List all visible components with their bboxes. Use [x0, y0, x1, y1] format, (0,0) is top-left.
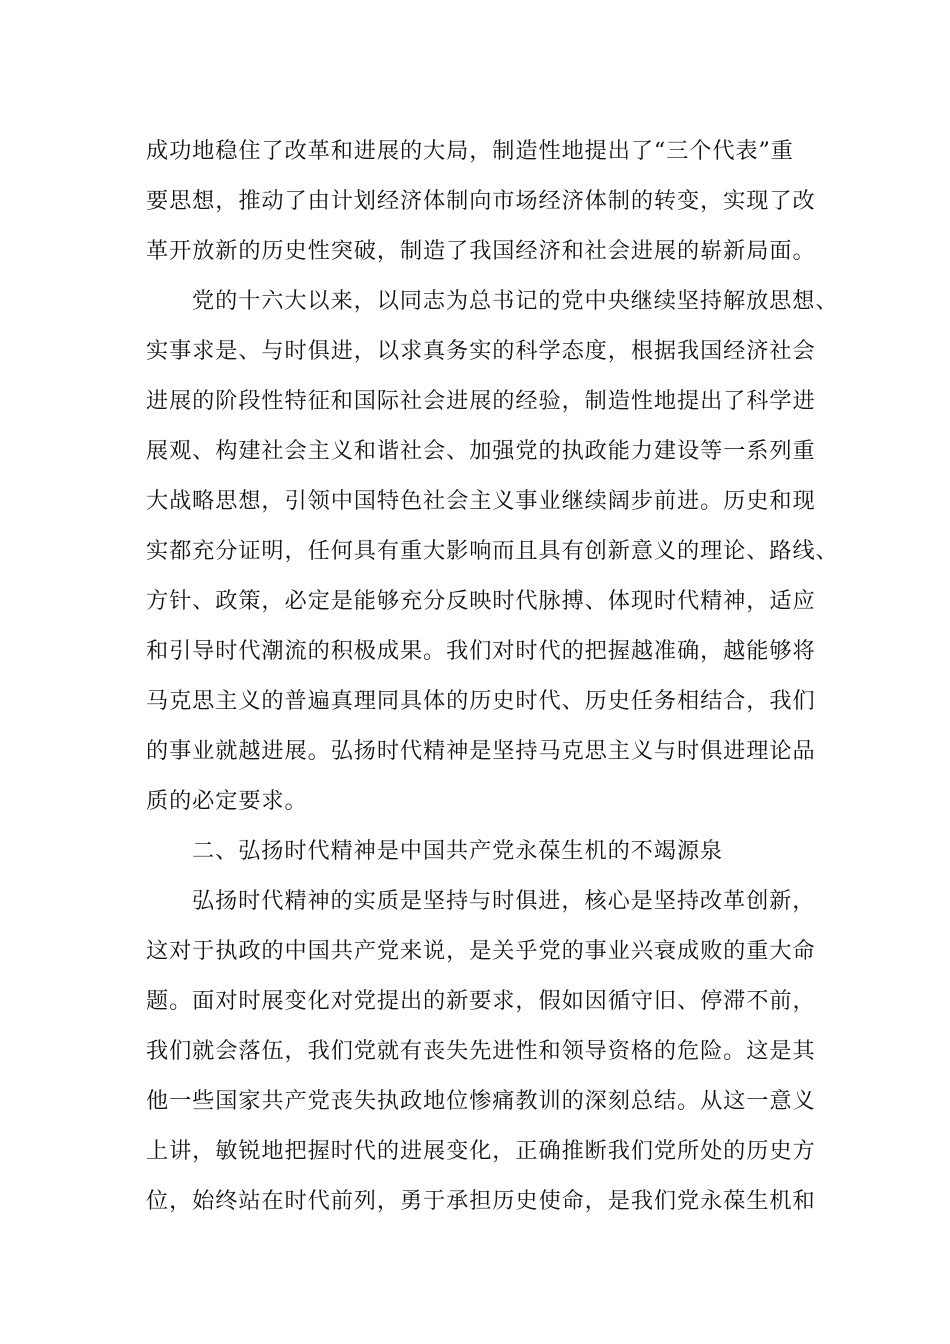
text-line: 展观、构建社会主义和谐社会、加强党的执政能力建设等一系列重	[146, 438, 816, 464]
text-line: 革开放新的历史性突破，制造了我国经济和社会进展的崭新局面。	[146, 238, 816, 264]
text-line: 上讲，敏锐地把握时代的进展变化，正确推断我们党所处的历史方	[146, 1138, 816, 1164]
text-line: 实事求是、与时俱进，以求真务实的科学态度，根据我国经济社会	[146, 338, 816, 364]
paragraph-start-line: 弘扬时代精神的实质是坚持与时俱进，核心是坚持改革创新，	[192, 888, 816, 914]
text-line: 我们就会落伍，我们党就有丧失先进性和领导资格的危险。这是其	[146, 1038, 816, 1064]
text-line: 的事业就越进展。弘扬时代精神是坚持马克思主义与时俱进理论品	[146, 738, 816, 764]
text-line: 题。面对时展变化对党提出的新要求，假如因循守旧、停滞不前，	[146, 988, 816, 1014]
text-line: 进展的阶段性特征和国际社会进展的经验，制造性地提出了科学进	[146, 388, 816, 414]
text-line: 质的必定要求。	[146, 788, 308, 814]
text-line: 大战略思想，引领中国特色社会主义事业继续阔步前进。历史和现	[146, 488, 816, 514]
section-heading: 二、弘扬时代精神是中国共产党永葆生机的不竭源泉	[192, 838, 724, 864]
text-line: 他一些国家共产党丧失执政地位惨痛教训的深刻总结。从这一意义	[146, 1088, 816, 1114]
text-line: 马克思主义的普遍真理同具体的历史时代、历史任务相结合，我们	[146, 688, 816, 714]
text-line: 方针、政策，必定是能够充分反映时代脉搏、体现时代精神，适应	[146, 588, 816, 614]
document-body	[146, 126, 839, 1226]
text-line: 实都充分证明，任何具有重大影响而且具有创新意义的理论、路线、	[146, 538, 839, 564]
paragraph-start-line: 党的十六大以来，以同志为总书记的党中央继续坚持解放思想、	[192, 288, 839, 314]
text-line: 要思想，推动了由计划经济体制向市场经济体制的转变，实现了改	[146, 188, 816, 214]
text-line: 位，始终站在时代前列，勇于承担历史使命，是我们党永葆生机和	[146, 1188, 816, 1214]
text-line: 这对于执政的中国共产党来说，是关乎党的事业兴衰成败的重大命	[146, 938, 816, 964]
text-line: 和引导时代潮流的积极成果。我们对时代的把握越准确，越能够将	[146, 638, 816, 664]
text-line: 成功地稳住了改革和进展的大局，制造性地提出了“三个代表”重	[146, 138, 794, 164]
